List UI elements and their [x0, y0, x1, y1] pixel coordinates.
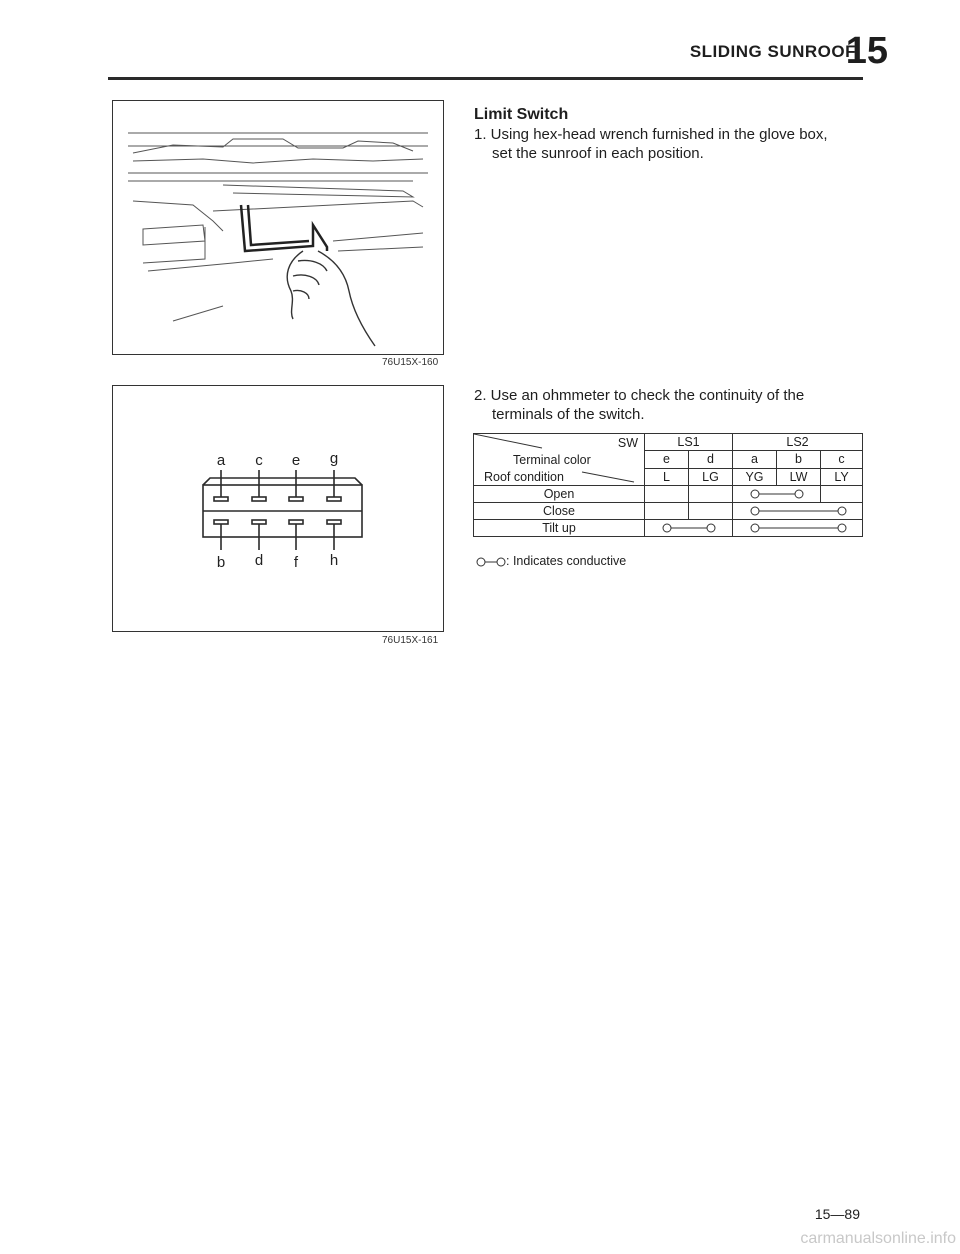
step-text: 2. Use an ohmmeter to check the continuity of the — [474, 387, 805, 404]
conductive-symbol — [476, 556, 506, 568]
continuity-cell — [645, 520, 733, 537]
group-header: LS2 — [733, 434, 863, 451]
continuity-cell — [733, 503, 863, 520]
step-text: set the sunroof in each position. — [492, 145, 704, 162]
terminal-label: g — [329, 450, 339, 467]
terminal-color: LG — [689, 468, 733, 485]
terminal-header: b — [777, 451, 821, 468]
connector-diagram — [112, 385, 444, 632]
terminal-color: LW — [777, 468, 821, 485]
table-cell — [821, 486, 863, 503]
terminal-label: f — [293, 554, 299, 571]
row-label: Close — [474, 503, 645, 520]
row-label: Open — [474, 486, 645, 503]
continuity-mark — [733, 520, 863, 536]
terminal-color: YG — [733, 468, 777, 485]
terminal-label: h — [329, 552, 339, 569]
connector-drawing — [113, 386, 442, 630]
section-title: SLIDING SUNROOF — [689, 42, 856, 61]
header-terminal-color: Terminal color — [513, 453, 591, 467]
wrench-drawing — [113, 101, 442, 353]
table-cell — [689, 486, 733, 503]
terminal-header: d — [689, 451, 733, 468]
legend-text: : Indicates conductive — [506, 554, 627, 568]
wrench-illustration — [112, 100, 444, 355]
row-label: Tilt up — [474, 520, 645, 537]
group-header: LS1 — [645, 434, 733, 451]
terminal-label: a — [216, 452, 226, 469]
terminal-header: e — [645, 451, 689, 468]
continuity-cell — [733, 486, 821, 503]
continuity-table — [473, 433, 863, 537]
terminal-label: e — [291, 452, 301, 469]
table-cell — [689, 503, 733, 520]
continuity-mark — [645, 520, 733, 536]
header-roof-condition: Roof condition — [484, 470, 564, 484]
terminal-label: b — [216, 554, 226, 571]
header-sw: SW — [617, 436, 638, 450]
figure-caption: 76U15X-161 — [382, 635, 439, 646]
figure-caption: 76U15X-160 — [382, 357, 439, 368]
table-legend — [476, 554, 626, 568]
table-cell — [645, 503, 689, 520]
header-rule — [108, 77, 863, 80]
page-number: 15—89 — [814, 1206, 860, 1222]
terminal-label: c — [255, 452, 263, 469]
terminal-color: L — [645, 468, 689, 485]
step-1 — [474, 125, 864, 163]
step-text: terminals of the switch. — [492, 406, 645, 423]
continuity-cell — [733, 520, 863, 537]
continuity-mark — [733, 503, 863, 519]
step-2 — [474, 386, 869, 424]
chapter-number: 15 — [845, 30, 888, 72]
terminal-header: a — [733, 451, 777, 468]
step-text: 1. Using hex-head wrench furnished in the glove box, — [474, 126, 828, 143]
table-cell — [645, 486, 689, 503]
table-corner-cell — [474, 434, 645, 486]
continuity-mark — [733, 486, 821, 502]
terminal-color: LY — [821, 468, 863, 485]
footer-watermark: carmanualsonline.info — [800, 1230, 956, 1247]
section-heading: Limit Switch — [474, 106, 569, 123]
terminal-label: d — [254, 552, 264, 569]
terminal-header: c — [821, 451, 863, 468]
